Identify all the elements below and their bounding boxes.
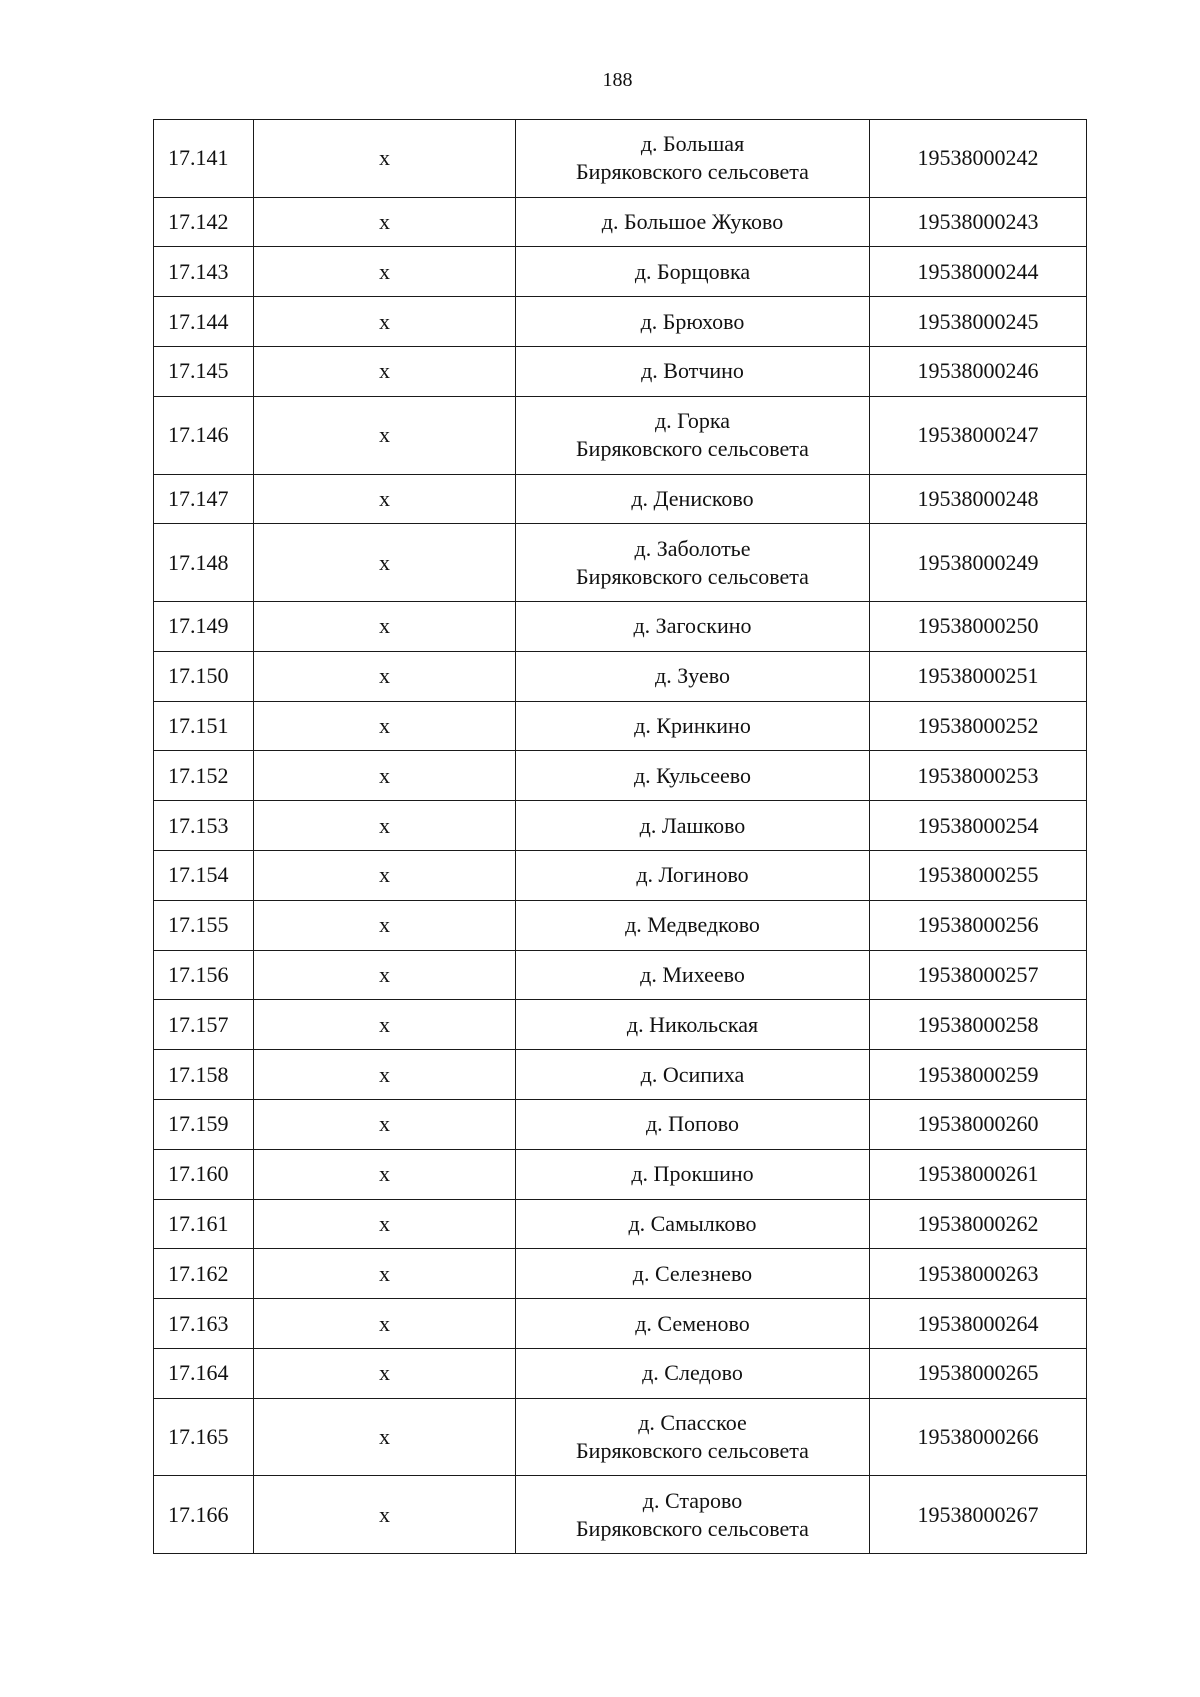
table-row [154, 1199, 1087, 1249]
row-mark: х [254, 950, 516, 1000]
table-row [154, 1100, 1087, 1150]
row-number: 17.161 [154, 1199, 254, 1249]
row-mark: х [254, 1100, 516, 1150]
settlement-name: д. Кульсеево [516, 751, 870, 801]
row-mark: х [254, 347, 516, 397]
settlement-code: 19538000246 [870, 347, 1087, 397]
table-row [154, 1000, 1087, 1050]
table-row [154, 1149, 1087, 1199]
row-number: 17.159 [154, 1100, 254, 1150]
settlement-name: д. Старово Биряковского сельсовета [516, 1476, 870, 1554]
table-row [154, 197, 1087, 247]
settlement-code: 19538000261 [870, 1149, 1087, 1199]
settlement-code: 19538000265 [870, 1349, 1087, 1399]
settlement-code: 19538000251 [870, 651, 1087, 701]
row-mark: х [254, 651, 516, 701]
settlement-code: 19538000253 [870, 751, 1087, 801]
settlement-code: 19538000244 [870, 247, 1087, 297]
table-row [154, 900, 1087, 950]
settlement-name: д. Медведково [516, 900, 870, 950]
table-row [154, 1249, 1087, 1299]
settlement-code: 19538000266 [870, 1398, 1087, 1476]
table-row [154, 1349, 1087, 1399]
page-number: 188 [602, 69, 633, 91]
settlement-name: д. Спасское Биряковского сельсовета [516, 1398, 870, 1476]
row-number: 17.150 [154, 651, 254, 701]
table-row [154, 396, 1087, 474]
row-number: 17.142 [154, 197, 254, 247]
row-number: 17.165 [154, 1398, 254, 1476]
row-number: 17.164 [154, 1349, 254, 1399]
row-number: 17.155 [154, 900, 254, 950]
row-number: 17.162 [154, 1249, 254, 1299]
settlement-name: д. Михеево [516, 950, 870, 1000]
row-mark: х [254, 1149, 516, 1199]
table-row [154, 950, 1087, 1000]
row-number: 17.154 [154, 851, 254, 901]
row-mark: х [254, 524, 516, 602]
table-row [154, 120, 1087, 198]
row-mark: х [254, 1476, 516, 1554]
row-number: 17.149 [154, 602, 254, 652]
settlement-name: д. Загоскино [516, 602, 870, 652]
row-number: 17.152 [154, 751, 254, 801]
table-row [154, 701, 1087, 751]
row-mark: х [254, 602, 516, 652]
row-mark: х [254, 851, 516, 901]
settlement-name: д. Осипиха [516, 1050, 870, 1100]
settlement-name: д. Попово [516, 1100, 870, 1150]
settlement-code: 19538000245 [870, 297, 1087, 347]
settlement-name: д. Большая Биряковского сельсовета [516, 120, 870, 198]
row-number: 17.151 [154, 701, 254, 751]
settlement-name: д. Семеново [516, 1299, 870, 1349]
settlement-name: д. Денисково [516, 474, 870, 524]
settlement-code: 19538000267 [870, 1476, 1087, 1554]
settlement-code: 19538000256 [870, 900, 1087, 950]
settlements-table [153, 119, 1087, 1554]
settlement-name: д. Никольская [516, 1000, 870, 1050]
row-number: 17.153 [154, 801, 254, 851]
settlement-name: д. Следово [516, 1349, 870, 1399]
row-number: 17.141 [154, 120, 254, 198]
row-number: 17.163 [154, 1299, 254, 1349]
row-number: 17.166 [154, 1476, 254, 1554]
table-row [154, 602, 1087, 652]
settlement-code: 19538000252 [870, 701, 1087, 751]
row-mark: х [254, 1349, 516, 1399]
settlement-code: 19538000243 [870, 197, 1087, 247]
settlement-name: д. Вотчино [516, 347, 870, 397]
row-number: 17.156 [154, 950, 254, 1000]
settlement-name: д. Заболотье Биряковского сельсовета [516, 524, 870, 602]
row-mark: х [254, 1299, 516, 1349]
table-row [154, 1398, 1087, 1476]
row-mark: х [254, 297, 516, 347]
settlement-name: д. Борщовка [516, 247, 870, 297]
settlement-name: д. Кринкино [516, 701, 870, 751]
settlement-code: 19538000242 [870, 120, 1087, 198]
settlement-name: д. Большое Жуково [516, 197, 870, 247]
settlement-name: д. Самылково [516, 1199, 870, 1249]
row-number: 17.145 [154, 347, 254, 397]
settlement-code: 19538000260 [870, 1100, 1087, 1150]
settlement-name: д. Лашково [516, 801, 870, 851]
row-number: 17.147 [154, 474, 254, 524]
settlement-code: 19538000257 [870, 950, 1087, 1000]
row-number: 17.158 [154, 1050, 254, 1100]
row-mark: х [254, 1199, 516, 1249]
row-number: 17.146 [154, 396, 254, 474]
row-mark: х [254, 801, 516, 851]
row-mark: х [254, 247, 516, 297]
row-mark: х [254, 751, 516, 801]
settlement-code: 19538000248 [870, 474, 1087, 524]
row-number: 17.143 [154, 247, 254, 297]
settlement-code: 19538000259 [870, 1050, 1087, 1100]
table-row [154, 474, 1087, 524]
table-row [154, 524, 1087, 602]
table-row [154, 297, 1087, 347]
row-mark: х [254, 197, 516, 247]
settlement-code: 19538000255 [870, 851, 1087, 901]
row-number: 17.144 [154, 297, 254, 347]
settlement-name: д. Прокшино [516, 1149, 870, 1199]
settlement-name: д. Горка Биряковского сельсовета [516, 396, 870, 474]
table-row [154, 1476, 1087, 1554]
row-mark: х [254, 1050, 516, 1100]
settlement-name: д. Зуево [516, 651, 870, 701]
row-number: 17.160 [154, 1149, 254, 1199]
table-row [154, 851, 1087, 901]
row-mark: х [254, 396, 516, 474]
row-mark: х [254, 120, 516, 198]
table-row [154, 1299, 1087, 1349]
settlement-code: 19538000247 [870, 396, 1087, 474]
settlement-name: д. Брюхово [516, 297, 870, 347]
table-row [154, 347, 1087, 397]
table-row [154, 801, 1087, 851]
row-number: 17.148 [154, 524, 254, 602]
settlement-code: 19538000263 [870, 1249, 1087, 1299]
table-row [154, 651, 1087, 701]
row-mark: х [254, 900, 516, 950]
row-mark: х [254, 1398, 516, 1476]
row-mark: х [254, 474, 516, 524]
settlement-code: 19538000264 [870, 1299, 1087, 1349]
settlement-code: 19538000249 [870, 524, 1087, 602]
row-number: 17.157 [154, 1000, 254, 1050]
settlement-name: д. Селезнево [516, 1249, 870, 1299]
row-mark: х [254, 1000, 516, 1050]
row-mark: х [254, 1249, 516, 1299]
row-mark: х [254, 701, 516, 751]
settlement-code: 19538000258 [870, 1000, 1087, 1050]
table-row [154, 247, 1087, 297]
settlement-name: д. Логиново [516, 851, 870, 901]
settlement-code: 19538000250 [870, 602, 1087, 652]
settlement-code: 19538000254 [870, 801, 1087, 851]
settlement-code: 19538000262 [870, 1199, 1087, 1249]
table-row [154, 1050, 1087, 1100]
table-row [154, 751, 1087, 801]
